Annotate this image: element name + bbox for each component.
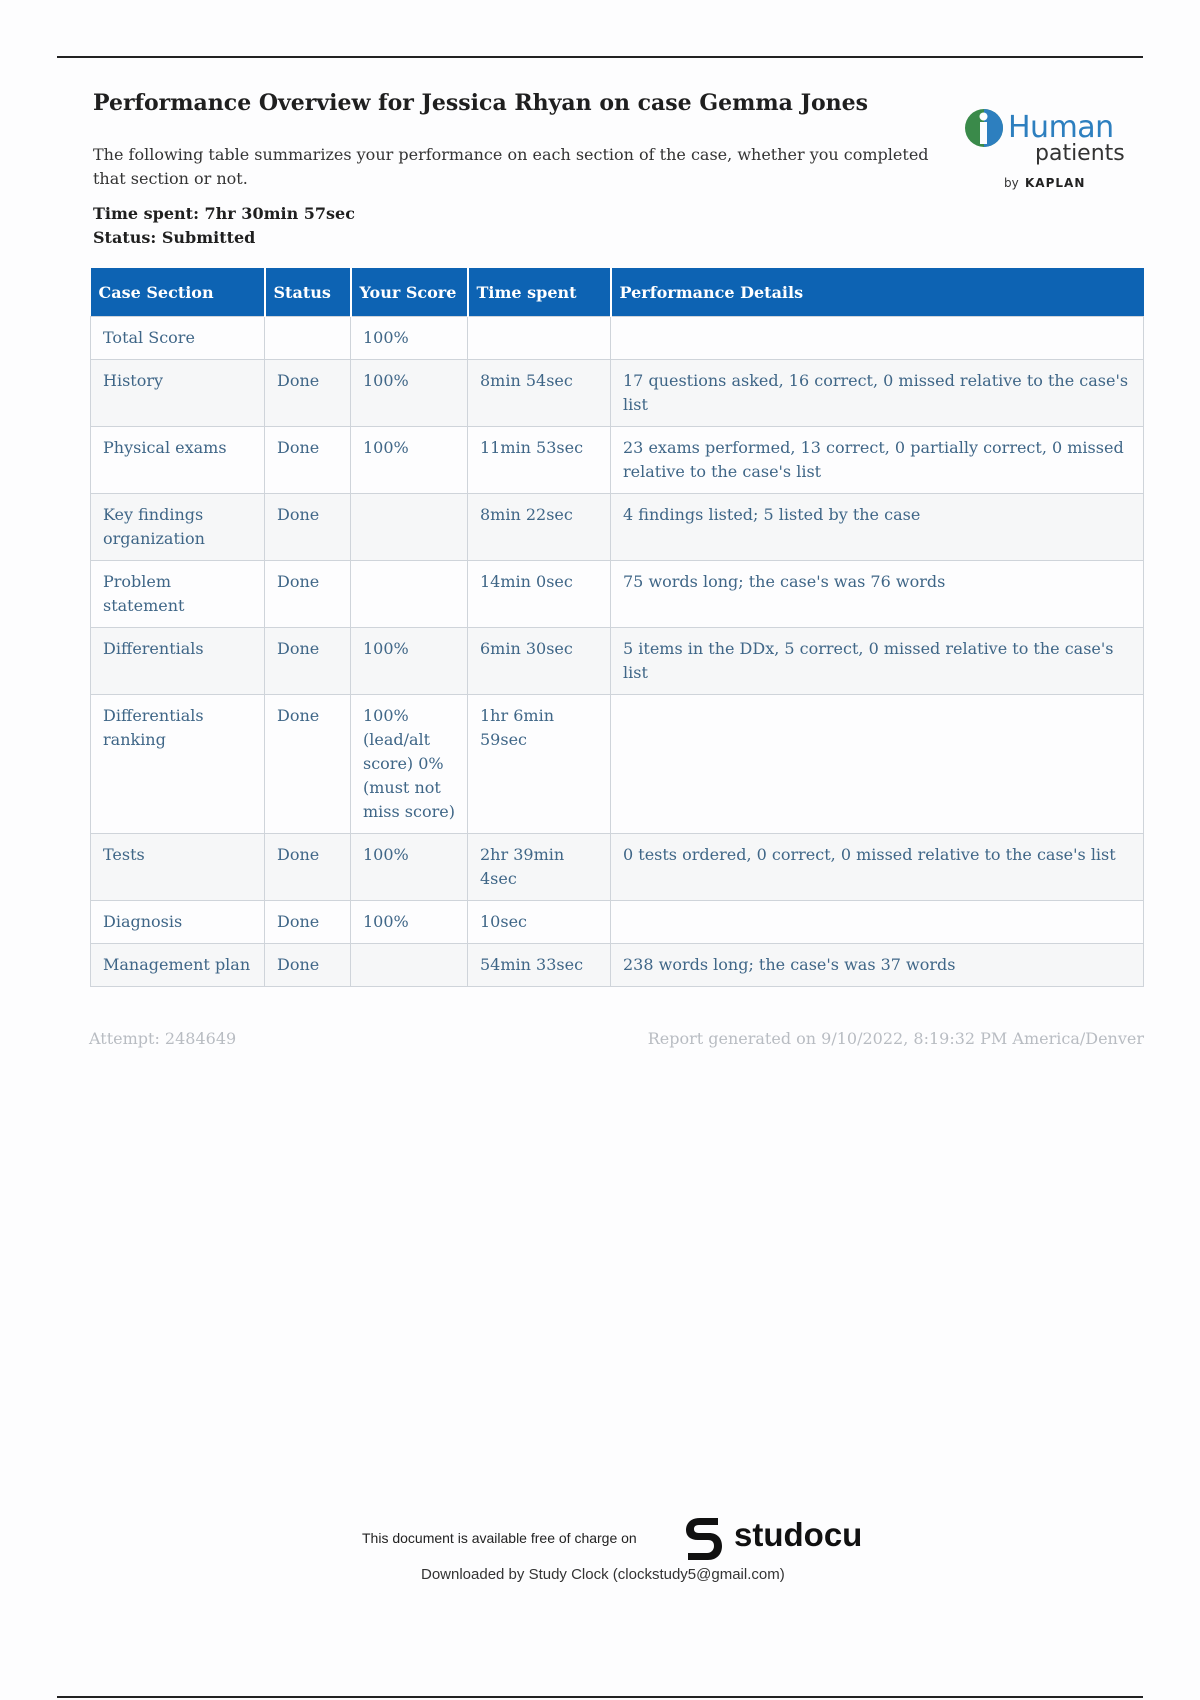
cell-score: 100% [351, 360, 468, 427]
table-row [91, 628, 1144, 695]
table-row [91, 427, 1144, 494]
table-header-row [91, 268, 1144, 317]
cell-time: 8min 22sec [468, 494, 611, 561]
cell-section: Problem statement [91, 561, 265, 628]
cell-details [611, 901, 1144, 944]
bottom-rule [57, 1696, 1143, 1698]
cell-score: 100% (lead/alt score) 0% (must not miss score) [351, 695, 468, 834]
header-your-score: Your Score [351, 268, 468, 317]
cell-status: Done [265, 360, 351, 427]
cell-details: 0 tests ordered, 0 correct, 0 missed relative to the case's list [611, 834, 1144, 901]
table-row [91, 317, 1144, 360]
cell-details: 4 findings listed; 5 listed by the case [611, 494, 1144, 561]
cell-details [611, 317, 1144, 360]
cell-status: Done [265, 834, 351, 901]
cell-section: Tests [91, 834, 265, 901]
table-row [91, 944, 1144, 987]
logo-brand-text: KAPLAN [1025, 176, 1086, 190]
time-spent-label: Time spent: 7hr 30min 57sec [93, 204, 355, 223]
cell-score: 100% [351, 628, 468, 695]
cell-time: 14min 0sec [468, 561, 611, 628]
cell-score [351, 561, 468, 628]
cell-time: 2hr 39min 4sec [468, 834, 611, 901]
report-generated-label: Report generated on 9/10/2022, 8:19:32 PM America/Denver [647, 1029, 1144, 1048]
table-row [91, 901, 1144, 944]
header-status: Status [265, 268, 351, 317]
page-title: Performance Overview for Jessica Rhyan on case Gemma Jones [93, 90, 869, 116]
cell-status [265, 317, 351, 360]
table-row [91, 360, 1144, 427]
meta-block [93, 202, 355, 250]
cell-section: Total Score [91, 317, 265, 360]
table-row [91, 834, 1144, 901]
cell-status: Done [265, 628, 351, 695]
cell-status: Done [265, 944, 351, 987]
status-label: Status: Submitted [93, 228, 256, 247]
cell-details [611, 695, 1144, 834]
cell-status: Done [265, 494, 351, 561]
cell-time: 6min 30sec [468, 628, 611, 695]
table-row [91, 561, 1144, 628]
cell-section: Key findings organization [91, 494, 265, 561]
header-time-spent: Time spent [468, 268, 611, 317]
logo-main-text: Human [1008, 110, 1114, 145]
downloaded-by-text: Downloaded by Study Clock (clockstudy5@gmail.com) [421, 1566, 785, 1583]
cell-status: Done [265, 427, 351, 494]
cell-details: 238 words long; the case's was 37 words [611, 944, 1144, 987]
cell-time: 11min 53sec [468, 427, 611, 494]
cell-section: Differentials ranking [91, 695, 265, 834]
top-rule [57, 56, 1143, 58]
cell-score [351, 944, 468, 987]
studocu-mark-icon [680, 1512, 728, 1564]
studocu-availability-text: This document is available free of charge on [362, 1530, 637, 1546]
performance-table [90, 268, 1144, 987]
table-row [91, 695, 1144, 834]
cell-details: 23 exams performed, 13 correct, 0 partially correct, 0 missed relative to the case's list [611, 427, 1144, 494]
logo-by-text: by [1004, 176, 1019, 190]
cell-section: History [91, 360, 265, 427]
cell-time [468, 317, 611, 360]
cell-details: 5 items in the DDx, 5 correct, 0 missed relative to the case's list [611, 628, 1144, 695]
header-performance-details: Performance Details [611, 268, 1144, 317]
ihuman-logo [962, 104, 1142, 204]
cell-score: 100% [351, 317, 468, 360]
cell-section: Diagnosis [91, 901, 265, 944]
header-case-section: Case Section [91, 268, 265, 317]
cell-status: Done [265, 695, 351, 834]
studocu-logo[interactable] [680, 1512, 880, 1572]
cell-time: 10sec [468, 901, 611, 944]
cell-details: 75 words long; the case's was 76 words [611, 561, 1144, 628]
attempt-label: Attempt: 2484649 [89, 1029, 237, 1048]
cell-time: 54min 33sec [468, 944, 611, 987]
cell-status: Done [265, 901, 351, 944]
table-row [91, 494, 1144, 561]
cell-details: 17 questions asked, 16 correct, 0 missed relative to the case's list [611, 360, 1144, 427]
cell-score [351, 494, 468, 561]
cell-time: 8min 54sec [468, 360, 611, 427]
studocu-wordmark: studocu [734, 1516, 863, 1553]
logo-sub-text: patients [1035, 141, 1125, 166]
cell-score: 100% [351, 834, 468, 901]
cell-score: 100% [351, 427, 468, 494]
cell-section: Management plan [91, 944, 265, 987]
cell-status: Done [265, 561, 351, 628]
ihuman-mark-icon [964, 108, 1008, 152]
cell-score: 100% [351, 901, 468, 944]
intro-text: The following table summarizes your performance on each section of the case, whether you completed that section or not. [93, 145, 929, 188]
cell-section: Differentials [91, 628, 265, 695]
cell-section: Physical exams [91, 427, 265, 494]
cell-time: 1hr 6min 59sec [468, 695, 611, 834]
